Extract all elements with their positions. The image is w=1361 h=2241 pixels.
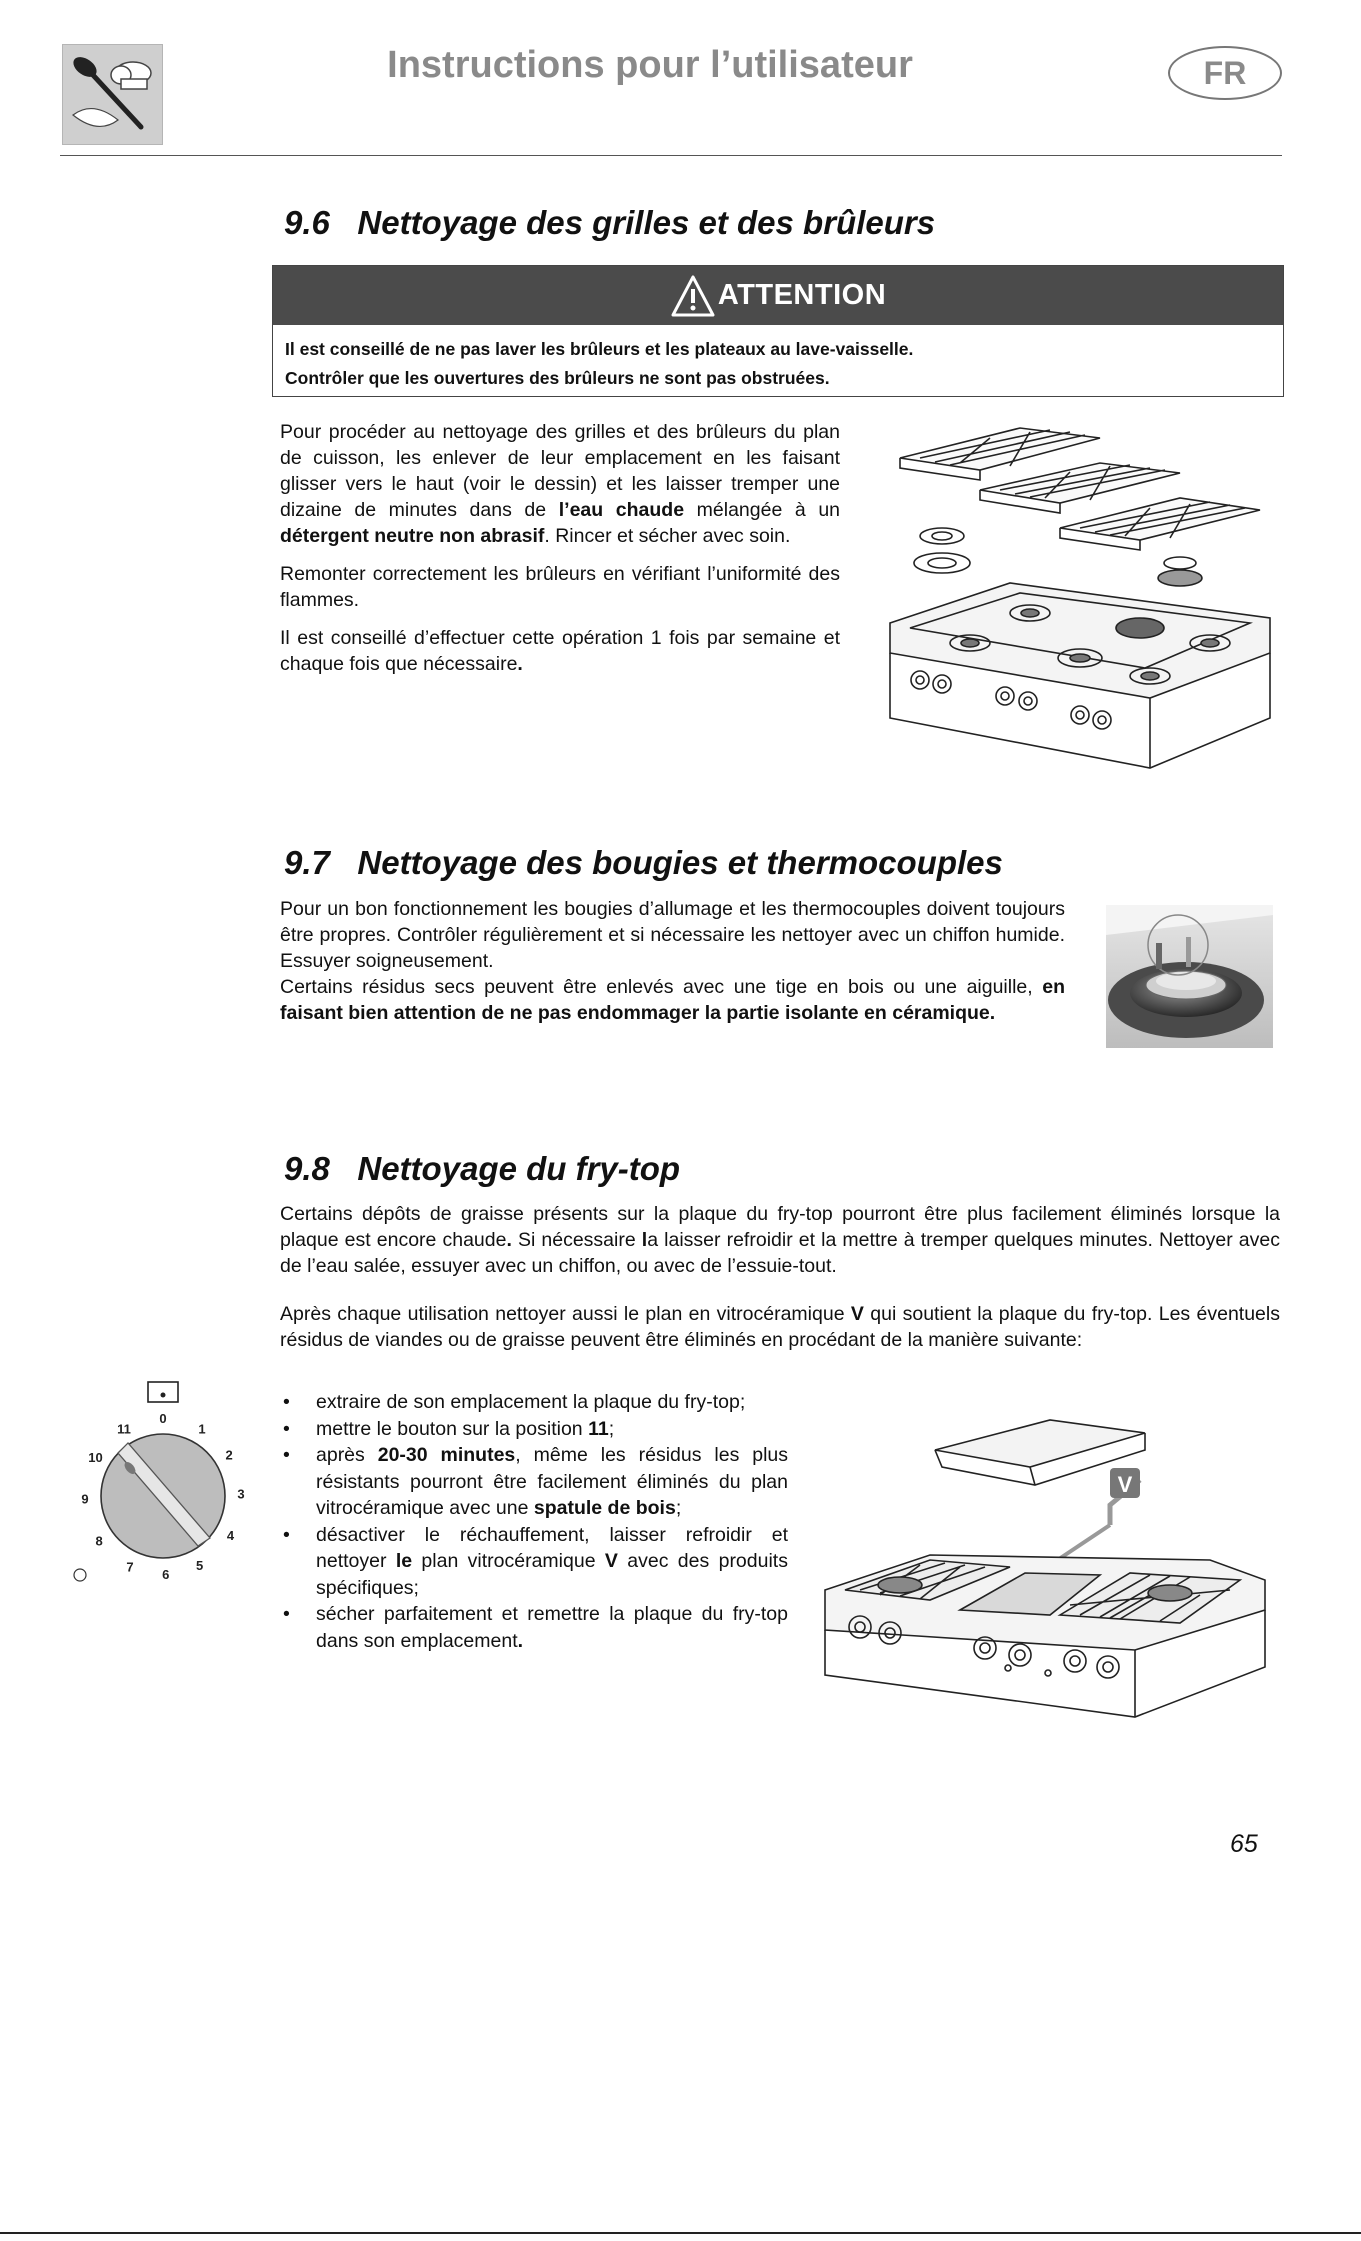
list-item: • après 20-30 minutes, même les résidus les plus résistants pourront être facilement éliminés du plan vitrocéramique avec une spatule de bois;	[276, 1442, 788, 1522]
burner-thermocouple-photo	[1106, 905, 1273, 1048]
chef-logo	[62, 44, 163, 145]
section-9-6-heading	[284, 204, 935, 242]
knob-position-label: 5	[195, 1557, 204, 1573]
attention-box	[272, 265, 1284, 397]
section-9-8-heading	[284, 1150, 680, 1188]
paragraph: Pour un bon fonctionnement les bougies d’allumage et les thermocouples doivent toujours être propres. Contrôler régulièrement et si nécessaire les nettoyer avec un chiffon humide. Essuyer soigneusement.	[280, 898, 1065, 972]
knob-position-label: 10	[88, 1450, 103, 1465]
attention-line-2: Contrôler que les ouvertures des brûleurs ne sont pas obstruées.	[285, 368, 830, 388]
paragraph: Certains résidus secs peuvent être enlevés avec une tige en bois ou une aiguille, en faisant bien attention de ne pas endommager la partie isolante en céramique.	[280, 976, 1065, 1024]
section-9-7-heading	[284, 844, 1003, 882]
knob-position-label: 7	[126, 1559, 134, 1575]
section-number: 9.8	[284, 1150, 330, 1187]
attention-line-1: Il est conseillé de ne pas laver les brûleurs et les plateaux au lave-vaisselle.	[285, 339, 914, 359]
knob-position-label: 6	[162, 1567, 170, 1582]
section-title: Nettoyage des grilles et des brûleurs	[357, 204, 936, 241]
knob-position-label: 11	[117, 1421, 131, 1437]
section-number: 9.6	[284, 204, 330, 241]
section-number: 9.7	[284, 844, 330, 881]
list-item: • mettre le bouton sur la position 11;	[276, 1416, 788, 1443]
section-title: Nettoyage des bougies et thermocouples	[357, 844, 1003, 881]
paragraph: Certains dépôts de graisse présents sur la plaque du fry-top pourront être plus facilement éliminés lorsque la plaque est encore chaude. Si nécessaire la laisser refroidir et la mettre à tremper quelques minutes. Nettoyer avec de l’eau salée, essuyer avec un chiffon, ou avec de l’essuie-tout.	[280, 1203, 1280, 1277]
page-number: 65	[1230, 1830, 1258, 1858]
knob-position-label: 4	[226, 1528, 235, 1543]
knob-position-label: 8	[95, 1533, 103, 1549]
attention-label: ATTENTION	[717, 279, 887, 311]
list-item: • sécher parfaitement et remettre la plaque du fry-top dans son emplacement.	[276, 1601, 788, 1654]
list-item: • extraire de son emplacement la plaque du fry-top;	[276, 1389, 788, 1416]
section-title: Nettoyage du fry-top	[357, 1150, 681, 1187]
attention-bar	[273, 266, 1283, 325]
fry-top-hob-illustration	[810, 1405, 1275, 1725]
header-divider	[60, 155, 1282, 156]
indicator-light-icon	[74, 1569, 86, 1581]
paragraph: Pour procéder au nettoyage des grilles et des brûleurs du plan de cuisson, les enlever de leur emplacement en les faisant glisser vers le haut (voir le dessin) et les laisser tremper une dizaine de minutes dans de l’eau chaude mélangée à un détergent neutre non abrasif. Rincer et sécher avec soin.	[280, 421, 841, 547]
paragraph: Remonter correctement les brûleurs en vérifiant l’uniformité des flammes.	[280, 563, 840, 611]
hob-grids-illustration	[880, 418, 1280, 783]
list-item: • désactiver le réchauffement, laisser refroidir et nettoyer le plan vitrocéramique V avec des produits spécifiques;	[276, 1522, 788, 1602]
vitroceramic-label: V	[1117, 1472, 1133, 1497]
control-knob-diagram	[70, 1378, 270, 1598]
knob-position-label: 3	[237, 1486, 245, 1502]
section-9-8-intro	[280, 1201, 1280, 1353]
bottom-divider	[0, 2232, 1361, 2234]
warning-icon	[670, 274, 716, 318]
knob-position-label: 0	[159, 1411, 167, 1426]
paragraph: Il est conseillé d’effectuer cette opération 1 fois par semaine et chaque fois que nécessaire.	[280, 627, 840, 675]
knob-position-label: 9	[81, 1491, 89, 1507]
section-9-6-text	[280, 419, 840, 677]
oven-symbol-icon	[148, 1382, 178, 1402]
paragraph: Après chaque utilisation nettoyer aussi le plan en vitrocéramique V qui soutient la plaque du fry-top. Les éventuels résidus de viandes ou de graisse peuvent être éliminés en procédant de la manière suivante:	[280, 1303, 1280, 1351]
section-9-7-text	[280, 896, 1065, 1026]
language-badge: FR	[1168, 46, 1282, 100]
header-title: Instructions pour l’utilisateur	[387, 44, 913, 86]
cleaning-steps-list	[276, 1389, 788, 1654]
spoon-chef-hat-icon	[63, 45, 162, 144]
knob-position-label: 2	[225, 1447, 233, 1463]
knob-position-label: 1	[198, 1421, 206, 1437]
